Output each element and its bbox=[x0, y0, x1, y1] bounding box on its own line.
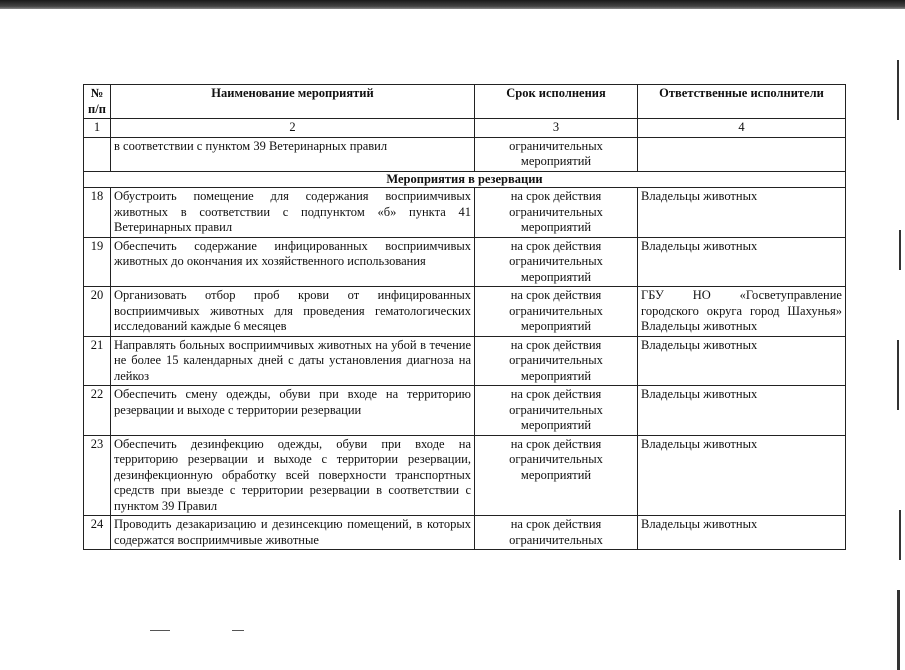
row-responsible: Владельцы животных bbox=[638, 336, 846, 386]
section-title: Мероприятия в резервации bbox=[84, 171, 846, 188]
scan-right-edge bbox=[897, 40, 903, 640]
row-term: на срок действия ограничительных мероприятий bbox=[475, 237, 638, 287]
row-number: 20 bbox=[84, 287, 111, 337]
column-number: 2 bbox=[111, 119, 475, 138]
table-row bbox=[84, 188, 846, 238]
header-name: Наименование мероприятий bbox=[111, 85, 475, 119]
row-name: Направлять больных восприимчивых животных на убой в течение не более 15 календарных дней с даты установления диагноза на лейкоз bbox=[111, 336, 475, 386]
row-number bbox=[84, 137, 111, 171]
header-term: Срок исполнения bbox=[475, 85, 638, 119]
row-name: Организовать отбор проб крови от инфицированных восприимчивых животных для проведения гематологических исследований каждые 6 месяцев bbox=[111, 287, 475, 337]
row-responsible: ГБУ НО «Госветуправление городского округа город Шахунья» Владельцы животных bbox=[638, 287, 846, 337]
column-number: 3 bbox=[475, 119, 638, 138]
column-number: 1 bbox=[84, 119, 111, 138]
table-row bbox=[84, 435, 846, 516]
row-term: на срок действия ограничительных bbox=[475, 516, 638, 550]
table-row bbox=[84, 287, 846, 337]
header-num: № п/п bbox=[84, 85, 111, 119]
scan-artifact bbox=[150, 630, 170, 631]
row-term: на срок действия ограничительных мероприятий bbox=[475, 386, 638, 436]
row-number: 22 bbox=[84, 386, 111, 436]
table-row bbox=[84, 137, 846, 171]
header-responsible: Ответственные исполнители bbox=[638, 85, 846, 119]
table-row bbox=[84, 516, 846, 550]
row-term: ограничительных мероприятий bbox=[475, 137, 638, 171]
row-term: на срок действия ограничительных мероприятий bbox=[475, 336, 638, 386]
column-number-row bbox=[84, 119, 846, 138]
table-row bbox=[84, 237, 846, 287]
row-responsible: Владельцы животных bbox=[638, 188, 846, 238]
row-term: на срок действия ограничительных мероприятий bbox=[475, 287, 638, 337]
row-number: 24 bbox=[84, 516, 111, 550]
row-responsible: Владельцы животных bbox=[638, 237, 846, 287]
measures-table bbox=[83, 84, 846, 550]
row-term: на срок действия ограничительных мероприятий bbox=[475, 188, 638, 238]
table-row bbox=[84, 336, 846, 386]
column-number: 4 bbox=[638, 119, 846, 138]
row-name: Обеспечить содержание инфицированных восприимчивых животных до окончания их хозяйственного использования bbox=[111, 237, 475, 287]
row-term: на срок действия ограничительных мероприятий bbox=[475, 435, 638, 516]
table-header-row bbox=[84, 85, 846, 119]
row-name: Обеспечить дезинфекцию одежды, обуви при входе на территорию резервации и выходе с территории резервации, дезинфекционную обработку всей поверхности транспортных средств при выезде с территории резервации в соответствии с пунктом 39 Правил bbox=[111, 435, 475, 516]
table-row bbox=[84, 386, 846, 436]
row-responsible: Владельцы животных bbox=[638, 386, 846, 436]
row-number: 19 bbox=[84, 237, 111, 287]
row-name: Обеспечить смену одежды, обуви при входе на территорию резервации и выходе с территории резервации bbox=[111, 386, 475, 436]
row-name: в соответствии с пунктом 39 Ветеринарных правил bbox=[111, 137, 475, 171]
row-number: 18 bbox=[84, 188, 111, 238]
row-responsible bbox=[638, 137, 846, 171]
row-number: 23 bbox=[84, 435, 111, 516]
row-name: Обустроить помещение для содержания восприимчивых животных в соответствии с подпунктом «б» пункта 41 Ветеринарных правил bbox=[111, 188, 475, 238]
scan-top-edge bbox=[0, 0, 905, 9]
section-row bbox=[84, 171, 846, 188]
row-responsible: Владельцы животных bbox=[638, 435, 846, 516]
row-name: Проводить дезакаризацию и дезинсекцию помещений, в которых содержатся восприимчивые животные bbox=[111, 516, 475, 550]
row-responsible: Владельцы животных bbox=[638, 516, 846, 550]
row-number: 21 bbox=[84, 336, 111, 386]
scan-artifact bbox=[232, 630, 244, 631]
